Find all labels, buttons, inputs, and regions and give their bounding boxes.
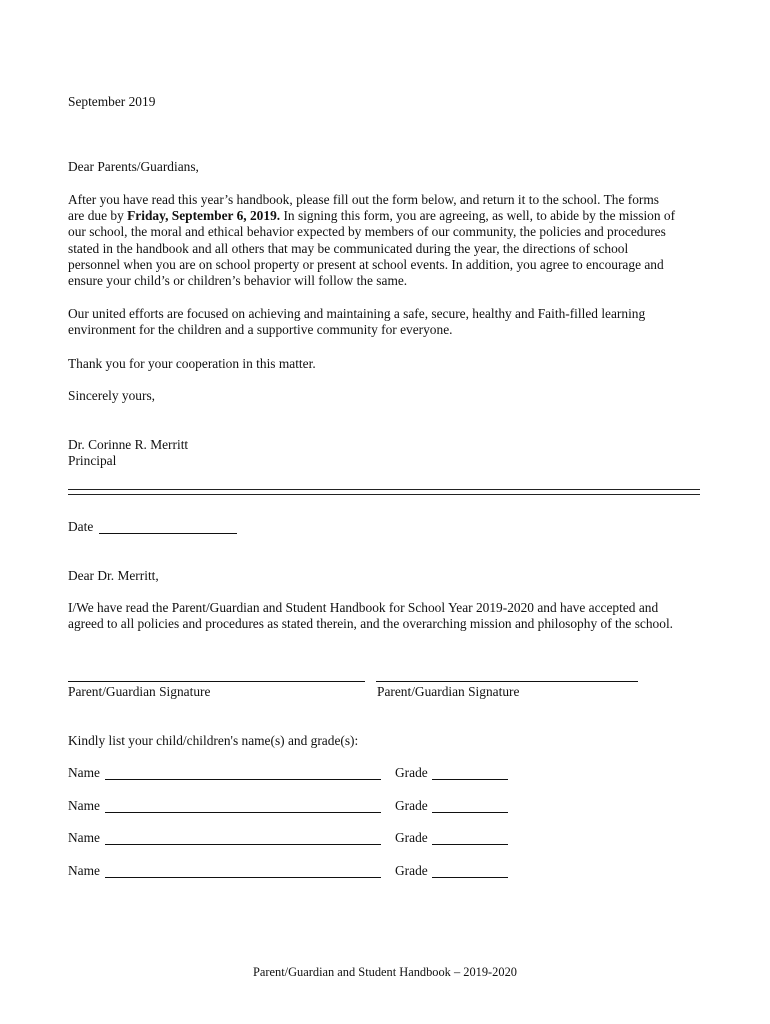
signer-name: Dr. Corinne R. Merritt xyxy=(68,437,189,452)
child-name-field-1[interactable] xyxy=(105,779,381,780)
paragraph-1-line-3: our school, the moral and ethical behavior expected by members of our community, the policies and procedures xyxy=(68,224,666,240)
date-label: Date xyxy=(68,519,94,534)
letter-paragraph-1 xyxy=(68,192,708,289)
grade-label: Grade xyxy=(395,798,428,813)
form-statement-line-1: I/We have read the Parent/Guardian and Student Handbook for School Year 2019-2020 and have accepted and xyxy=(68,600,659,615)
signature-field-2[interactable] xyxy=(376,681,638,682)
grade-label: Grade xyxy=(395,765,428,780)
grade-label: Grade xyxy=(395,863,428,878)
form-salutation: Dear Dr. Merritt, xyxy=(68,568,159,583)
paragraph-1-line-6: ensure your child’s or children’s behavior will follow the same. xyxy=(68,273,408,289)
separator-line xyxy=(68,489,700,495)
name-label: Name xyxy=(68,830,100,845)
paragraph-1-line-4: stated in the handbook and all others that may be communicated during the year, the directions of school xyxy=(68,240,629,256)
signature-field-1[interactable] xyxy=(68,681,365,682)
signature-label-2: Parent/Guardian Signature xyxy=(377,684,520,699)
paragraph-1-line-2-start: are due by xyxy=(68,208,128,224)
paragraph-1-line-5: personnel when you are on school property or present at school events. In addition, you agree to encourage and xyxy=(68,256,664,272)
letter-closing: Sincerely yours, xyxy=(68,388,156,403)
paragraph-1-line-1: After you have read this year’s handbook, please fill out the form below, and return it to the school. The forms xyxy=(68,192,660,207)
child-grade-field-3[interactable] xyxy=(432,844,508,845)
letter-date: September 2019 xyxy=(68,94,156,109)
name-label: Name xyxy=(68,765,100,780)
date-field[interactable] xyxy=(99,533,237,534)
letter-paragraph-2 xyxy=(68,306,708,338)
paragraph-2-line-1: Our united efforts are focused on achieving and maintaining a safe, secure, healthy and Faith-filled learning xyxy=(68,306,646,321)
child-name-field-3[interactable] xyxy=(105,844,381,845)
child-grade-field-4[interactable] xyxy=(432,877,508,878)
children-prompt: Kindly list your child/children's name(s) and grade(s): xyxy=(68,733,359,748)
letter-thanks: Thank you for your cooperation in this matter. xyxy=(68,356,316,371)
due-date: Friday, September 6, 2019. xyxy=(127,208,281,224)
page-footer: Parent/Guardian and Student Handbook – 2019-2020 xyxy=(253,965,517,979)
form-statement xyxy=(68,600,708,632)
child-grade-field-1[interactable] xyxy=(432,779,508,780)
signature-label-1: Parent/Guardian Signature xyxy=(68,684,211,699)
child-name-field-2[interactable] xyxy=(105,812,381,813)
paragraph-2-line-2: environment for the children and a supportive community for everyone. xyxy=(68,322,453,338)
signer-title: Principal xyxy=(68,453,117,468)
grade-label: Grade xyxy=(395,830,428,845)
letter-salutation: Dear Parents/Guardians, xyxy=(68,159,199,174)
paragraph-1-line-2 xyxy=(68,208,708,224)
form-statement-line-2: agreed to all policies and procedures as stated therein, and the overarching mission and philosophy of the school. xyxy=(68,616,674,632)
child-name-field-4[interactable] xyxy=(105,877,381,878)
child-grade-field-2[interactable] xyxy=(432,812,508,813)
name-label: Name xyxy=(68,863,100,878)
name-label: Name xyxy=(68,798,100,813)
paragraph-1-line-2-end: In signing this form, you are agreeing, as well, to abide by the mission of xyxy=(280,208,676,224)
